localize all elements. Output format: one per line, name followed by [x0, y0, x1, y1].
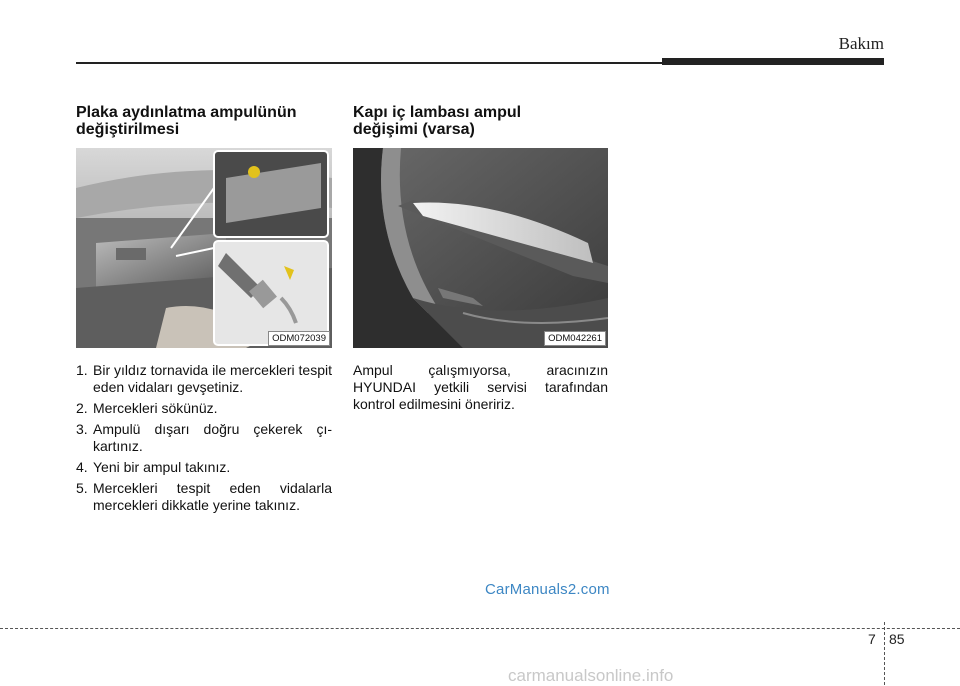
list-item: 4. Yeni bir ampul takınız.: [76, 459, 231, 475]
list-item: 1. Bir yıldız tornavida ile mercekleri tespit eden vidaları gevşetiniz.: [76, 362, 332, 395]
left-image-code: ODM072039: [268, 331, 330, 346]
watermark-link[interactable]: CarManuals2.com: [485, 581, 610, 598]
left-steps-list: [76, 362, 332, 514]
chapter-number: 7: [868, 631, 876, 647]
right-title-line2: değişimi (varsa): [353, 121, 475, 138]
footer-dashed-divider: [884, 622, 885, 685]
list-item: 5. Mercekleri tespit eden vidalarla mercekleri dikkatle yerine takınız.: [76, 480, 332, 513]
license-plate-lamp-photo: [76, 148, 332, 348]
left-column: [76, 104, 332, 518]
header-title: Bakım: [838, 34, 884, 53]
left-title-line2: değiştirilmesi: [76, 121, 180, 138]
right-title-line1: Kapı iç lambası ampul: [353, 104, 522, 121]
page-number: 85: [889, 631, 905, 647]
footer-dashed-rule: [0, 628, 960, 629]
right-section-title: [353, 104, 608, 138]
right-column: [353, 104, 608, 413]
door-lamp-photo: [353, 148, 608, 348]
right-paragraph: Ampul çalışmıyorsa, aracınızın HYUNDAI yetkili servisi tarafından kontrol edilmesini öneririz.: [353, 362, 608, 412]
left-section-title: [76, 104, 332, 138]
license-plate-lamp-illustration: [76, 148, 332, 348]
list-item: 2. Mercekleri sökünüz.: [76, 400, 218, 416]
door-lamp-illustration: [353, 148, 608, 348]
header-rule-thick: [662, 58, 884, 65]
list-item: 3. Ampulü dışarı doğru çekerek çı-kartınız.: [76, 421, 332, 454]
header-rule-thin: [76, 62, 666, 64]
left-title-line1: Plaka aydınlatma ampulünün: [76, 104, 297, 121]
right-image-code: ODM042261: [544, 331, 606, 346]
footer-brand: carmanualsonline.info: [508, 666, 674, 685]
